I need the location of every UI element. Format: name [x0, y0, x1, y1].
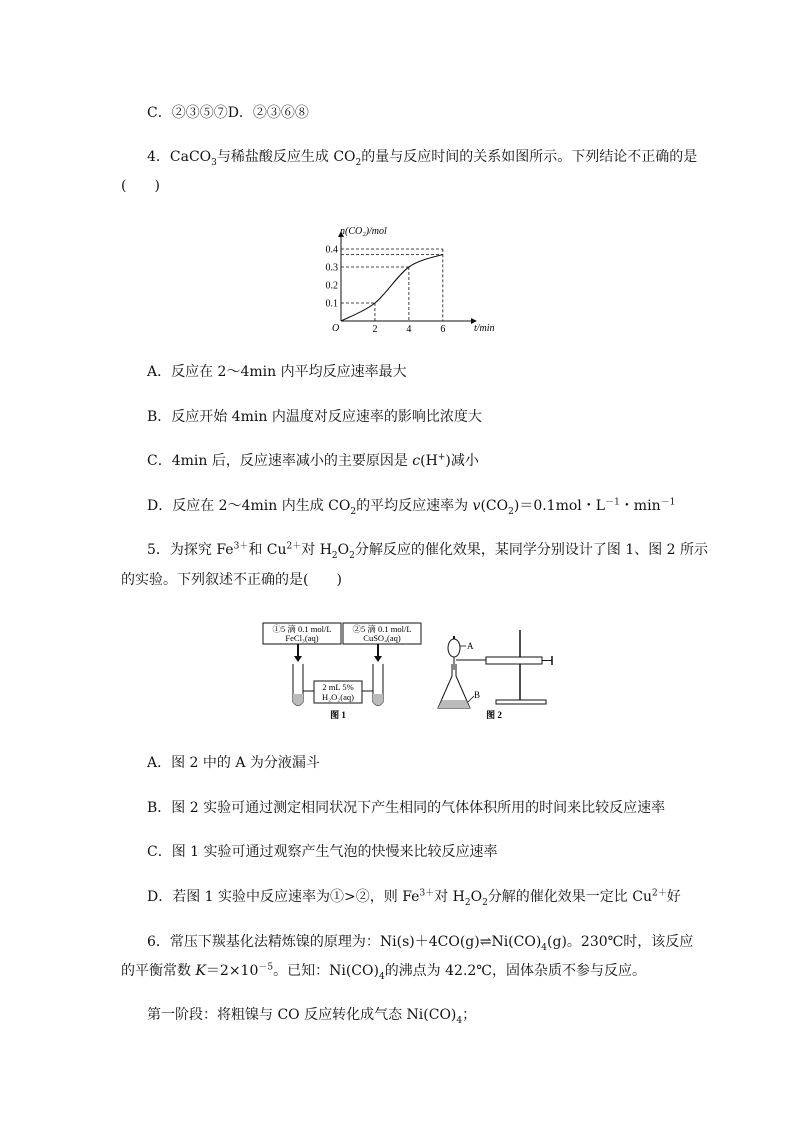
- text-part: (g)。230℃时，该反应: [547, 934, 694, 950]
- text-part: v: [472, 498, 481, 514]
- sub: 4: [378, 971, 385, 982]
- text-part: 。已知：Ni(CO): [273, 963, 379, 979]
- text-part: (CO: [480, 498, 509, 514]
- y-tick-label: 0.4: [325, 244, 338, 256]
- fig1-box-fecl3-line2: FeCl₃(aq): [285, 633, 319, 643]
- text-part: O: [337, 542, 350, 558]
- text-part: (H: [420, 453, 438, 469]
- sub: 2: [464, 897, 471, 908]
- fig2-stand-base: [496, 700, 546, 704]
- q4-stem-part: 的量与反应时间的关系如图所示。下列结论不正确的是: [361, 149, 698, 165]
- text-part: 的沸点为 42.2℃，固体杂质不参与反应。: [384, 963, 646, 979]
- fig1-box-h2o2-line2: H₂O₂(aq): [322, 692, 354, 702]
- fig2-funnel-a: [448, 639, 460, 657]
- text-part: ；: [462, 1007, 477, 1023]
- text-part: 分解反应的催化效果，某同学分别设计了图 1、图 2 所示: [354, 542, 709, 558]
- text-part: 和 Cu: [248, 542, 287, 558]
- text-part: 5．为探究 Fe: [147, 542, 234, 558]
- sup: 3＋: [419, 888, 435, 899]
- q6-line3: [147, 1005, 476, 1025]
- sub: 2: [350, 506, 357, 517]
- x-tick-label: 6: [440, 324, 446, 335]
- fig1-arrowhead: [294, 656, 302, 662]
- q5-option-b: B．图 2 实验可通过测定相同状况下产生相同的气体体积所用的时间来比较反应速率: [147, 800, 666, 816]
- fig2-syringe: [486, 657, 542, 664]
- text-part: 6．常压下羰基化法精炼镍的原理为：Ni(s)＋4CO(g)⇌Ni(CO): [147, 934, 542, 950]
- q4-stem-sub: 2: [355, 157, 362, 168]
- sup: －1: [605, 497, 620, 508]
- sub: 4: [541, 942, 548, 953]
- q4-option-d: [147, 496, 675, 516]
- x-tick-label: 4: [406, 324, 412, 335]
- q3-option-cd: C．②③⑤⑦D．②③⑥⑧: [147, 105, 309, 121]
- fig1-caption: 图 1: [330, 710, 346, 720]
- q4-option-a: A．反应在 2～4min 内平均反应速率最大: [147, 364, 407, 380]
- sub: 2: [331, 550, 338, 561]
- text-part: 的平均反应速率为: [356, 498, 473, 514]
- q6-line2: [121, 961, 646, 981]
- q5-figure-2: [434, 626, 558, 722]
- text-part: ＝2×10: [205, 963, 259, 979]
- sup: +: [437, 452, 446, 463]
- fig2-label-a: A: [467, 641, 474, 651]
- text-part: 好: [666, 889, 681, 905]
- fig2-caption: 图 2: [486, 710, 502, 720]
- sup: －1: [660, 497, 676, 508]
- text-part: D．若图 1 实验中反应速率为①>②，则 Fe: [147, 889, 420, 905]
- text-part: )＝0.1mol・L: [513, 498, 606, 514]
- q5-option-a: A．图 2 中的 A 为分液漏斗: [147, 755, 320, 771]
- text-part: C．4min 后，反应速率减小的主要原因是: [147, 453, 413, 469]
- q5-stem: [147, 540, 708, 560]
- sup: －5: [258, 962, 274, 973]
- q5-stem-line2: 的实验。下列叙述不正确的是( ): [121, 572, 342, 588]
- sub: 4: [456, 1015, 463, 1026]
- text-part: 对 H: [434, 889, 465, 905]
- q4-stem-part: 与稀盐酸反应生成 CO: [216, 149, 356, 165]
- fig1-box-cuso4-line2: CuSO₄(aq): [363, 633, 401, 643]
- text-part: D．反应在 2～4min 内生成 CO: [147, 498, 351, 514]
- text-part: 对 H: [301, 542, 332, 558]
- sub: 2: [508, 506, 514, 517]
- q4-option-c: [147, 451, 479, 471]
- sup: 2＋: [652, 888, 667, 899]
- fig2-flask-liquid: [438, 700, 470, 708]
- y-tick-label: 0.1: [325, 298, 338, 310]
- text-part: K: [195, 963, 206, 979]
- text-part: 的平衡常数: [121, 963, 196, 979]
- text-part: O: [470, 889, 483, 905]
- sup: 2＋: [286, 541, 302, 552]
- q5-figure-1: [262, 622, 430, 722]
- fig1-arrowhead: [374, 656, 382, 662]
- y-axis-label: n(CO₂)/mol: [340, 226, 387, 237]
- sup: 3＋: [233, 541, 249, 552]
- sub: 2: [482, 897, 488, 908]
- q5-option-d: [147, 887, 681, 907]
- y-tick-label: 0.3: [325, 262, 338, 274]
- text-part: 分解的催化效果一定比 Cu: [487, 889, 652, 905]
- series-line: [341, 254, 443, 321]
- x-axis-label: t/min: [474, 323, 495, 334]
- fig1-liquid-left: [293, 694, 303, 706]
- q4-answer-paren: ( ): [121, 178, 160, 194]
- q4-stem-sub: 3: [211, 157, 217, 168]
- fig1-box-cuso4-line1: ②5 滴 0.1 mol/L: [352, 624, 412, 634]
- fig1-box-h2o2-line1: 2 mL 5%: [322, 682, 354, 692]
- fig2-label-b: B: [474, 690, 481, 700]
- q5-option-c: C．图 1 实验可通过观察产生气泡的快慢来比较反应速率: [147, 844, 498, 860]
- x-tick-label: 2: [372, 324, 378, 335]
- text-part: 第一阶段：将粗镍与 CO 反应转化成气态 Ni(CO): [147, 1007, 457, 1023]
- text-part: )减小: [445, 453, 479, 469]
- q4-stem: [147, 147, 697, 167]
- text-part: ・min: [619, 498, 661, 514]
- q4-chart: [318, 220, 518, 338]
- sub: 2: [349, 550, 355, 561]
- fig1-liquid-right: [373, 694, 383, 706]
- fig1-box-fecl3-line1: ①5 滴 0.1 mol/L: [272, 624, 332, 634]
- q4-stem-part: 4．CaCO: [147, 149, 212, 165]
- text-part: c: [412, 453, 421, 469]
- origin-label: O: [332, 323, 340, 334]
- q6-line1: [147, 932, 693, 952]
- y-tick-label: 0.2: [325, 280, 338, 292]
- q4-option-b: B．反应开始 4min 内温度对反应速率的影响比浓度大: [147, 409, 482, 425]
